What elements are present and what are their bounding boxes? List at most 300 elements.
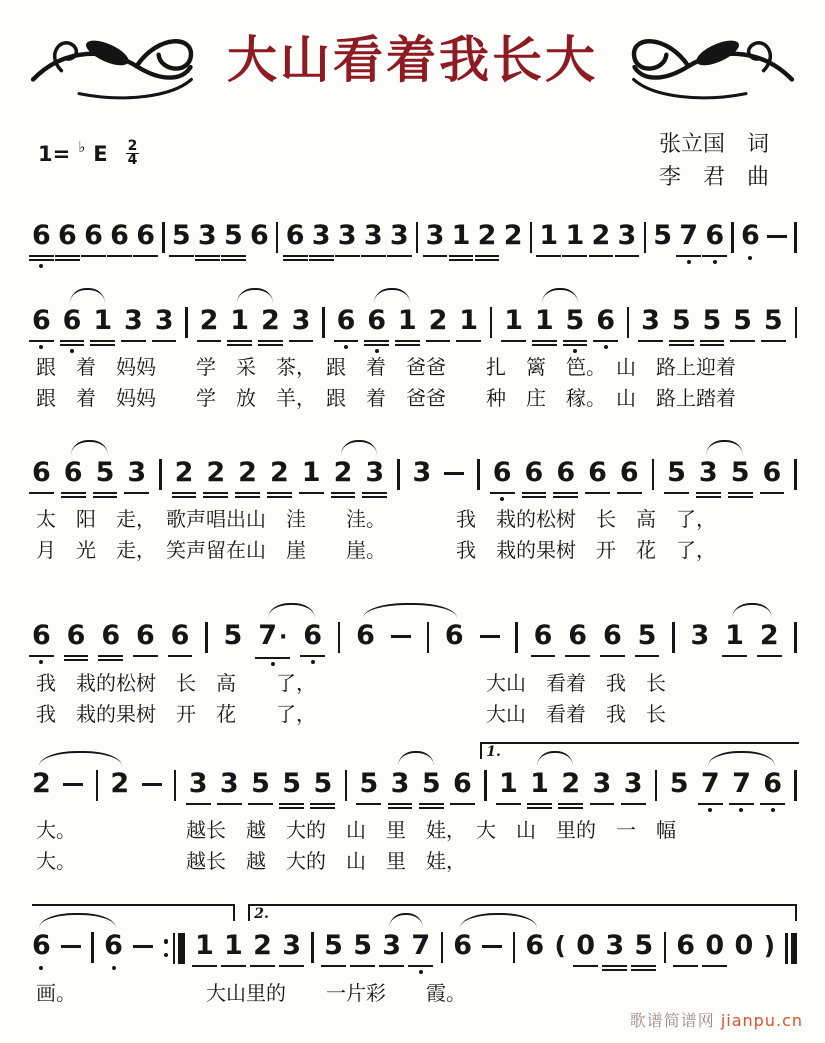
note: 2 [429,305,448,337]
beam-underline [757,655,782,657]
slur-tie [268,603,315,618]
beam-underline [388,803,413,805]
note: 6 [525,930,545,961]
beam-underline [700,344,725,346]
beam-underline [387,255,412,257]
note: 1 [499,768,518,800]
barline [530,222,532,253]
note: 5 [634,930,653,962]
notes-row [28,285,801,352]
beam-underline [696,492,721,494]
note: 6 [67,620,86,652]
barline [672,622,674,653]
beam-underline [289,340,314,342]
close-parenthesis: ) [763,931,775,960]
beam-underline [258,340,283,342]
barline [794,770,796,801]
note: 6 [763,457,782,489]
beam-underline [279,803,304,805]
beam-underline [60,344,85,346]
beam-underline [217,803,242,805]
note: 5 [566,305,585,337]
note: 7 [679,220,698,252]
lyric-line: 画。 大山里的 一片彩 霞。 [36,981,466,1005]
barline [652,459,654,490]
note: 6 [493,457,512,489]
note: 2 [253,930,272,962]
barline [477,459,479,490]
lyric-line: 大。 越长 越 大的 山 里 娃， [36,849,466,873]
low-octave-dot [748,256,752,260]
beam-underline [248,803,273,805]
note: 2 [32,768,51,799]
beam-underline [450,803,475,805]
note: 6 [32,930,51,962]
barline [731,222,733,253]
low-octave-dot [311,660,315,664]
beam-underline [258,344,283,346]
note: 6 [676,930,695,962]
note: 3 [641,305,660,337]
low-octave-dot [500,497,504,501]
music-system-5 [28,744,801,877]
note: 2 [110,768,130,799]
slur-tie [732,603,773,618]
note: 2 [760,620,779,652]
beam-underline [29,259,54,261]
lyric-line: 跟 着 妈妈 学 采 茶， 跟 着 爸爸 扎 篱 笆。 山 路上迎着 [36,355,736,379]
beam-underline [760,492,785,494]
barline [655,770,657,801]
ending-bracket [32,904,235,921]
note: 3 [412,457,432,488]
note: 7 [732,768,751,800]
note: 1 [224,930,243,962]
note: 1 [195,930,214,962]
beam-underline [235,496,260,498]
slur-tie [341,440,378,455]
note: 3 [391,768,410,800]
note: 3 [189,768,208,800]
key-tonic: 1= [38,141,71,166]
low-octave-dot [39,660,43,664]
music-system-3 [28,437,801,566]
beam-underline [98,655,123,657]
lyric-line: 月 光 走， 笑声留在山 崖 崖。 我 栽的果树 开 花 了， [36,538,716,562]
beam-underline [235,492,260,494]
beam-underline [227,340,252,342]
composer-credit: 李 君 曲 [658,165,769,190]
ending-bracket [248,904,797,921]
beam-underline [362,496,387,498]
dash-note [142,783,162,786]
beam-underline [186,803,211,805]
key-letter: E [93,141,108,166]
note: 2 [592,220,611,252]
beam-underline [172,492,197,494]
barline [627,307,629,338]
note: 2 [478,220,497,252]
note: 1 [530,768,549,800]
note: 6 [444,620,464,651]
beam-underline [361,255,386,257]
beam-underline [638,340,663,342]
ending-number: 1. [486,744,501,760]
note: 6 [303,620,322,652]
note: 3 [690,620,710,651]
beam-underline [621,803,646,805]
low-octave-dot [39,345,43,349]
beam-underline [168,655,193,657]
barline [644,222,646,253]
beam-underline [419,803,444,805]
beam-underline [423,255,448,257]
beam-underline [121,340,146,342]
note: 1 [93,305,112,337]
barline [185,307,187,338]
beam-underline [558,803,583,805]
note: 1 [302,457,321,489]
barline [794,222,796,253]
beam-underline [93,492,118,494]
beam-underline [124,492,149,494]
beam-underline [532,340,557,342]
note: 1 [452,220,471,252]
beam-underline [593,340,618,342]
beam-underline [29,340,54,342]
beam-underline [55,259,80,261]
note: 5 [669,768,689,799]
beam-underline [553,492,578,494]
note: 5 [172,220,191,252]
beam-underline [522,492,547,494]
beam-underline [267,492,292,494]
barline [311,932,313,963]
note: 5 [223,620,243,651]
barline [794,459,796,490]
barline [427,622,429,653]
beam-underline [728,496,753,498]
slur-tie [374,288,411,303]
note: 3 [618,220,637,252]
beam-underline [55,255,80,257]
beam-underline [197,340,222,342]
note: 5 [653,220,673,251]
barline [490,307,492,338]
beam-underline [250,965,275,967]
note: 6 [356,620,375,651]
dash-note [391,635,411,638]
beam-underline [300,655,325,657]
dash-note [63,783,83,786]
note: 6 [453,768,472,800]
note: 1 [459,305,478,337]
beam-underline [283,259,308,261]
music-system-4 [28,600,801,730]
beam-underline [90,344,115,346]
key-signature [38,137,139,168]
beam-underline [195,255,220,257]
low-octave-dot [39,264,43,268]
beam-underline [565,655,590,657]
barline [174,770,176,801]
note: 2 [238,457,257,489]
beam-underline [279,965,304,967]
dash-note [133,945,153,948]
note: 6 [556,457,575,489]
slur-tie [363,603,458,618]
slur-tie [706,440,744,455]
flourish-ornament-left [26,14,194,106]
beam-underline [221,259,246,261]
barline [205,622,207,653]
low-octave-dot [39,966,43,970]
beam-underline [334,340,359,342]
beam-underline [585,492,610,494]
note: 5 [703,305,722,337]
dash-note [482,945,502,948]
note: 5 [282,768,301,800]
beam-underline [527,807,552,809]
beam-underline [379,965,404,967]
barline [794,622,796,653]
note: 6 [453,930,473,961]
beam-underline [600,655,625,657]
note: 5 [313,768,332,800]
beam-underline [602,965,627,967]
slur-tie [237,288,274,303]
note: 0 [705,930,724,962]
beam-underline [60,340,85,342]
dotted-note-dot: · [278,625,288,650]
beam-underline [563,344,588,346]
repeat-end-barline [164,932,185,964]
beam-underline [426,340,451,342]
low-octave-dot [112,966,116,970]
barline [397,459,399,490]
beam-underline [664,492,689,494]
beam-underline [563,340,588,342]
dash-note [767,235,787,238]
notes-row [28,200,801,267]
note: 3 [198,220,217,252]
barline [345,770,347,801]
beam-underline [61,496,86,498]
beam-underline [388,807,413,809]
low-octave-dot [344,345,348,349]
note: 5 [672,305,691,337]
beam-underline [267,496,292,498]
beam-underline [203,492,228,494]
beam-underline [631,969,656,971]
music-system-2 [28,285,801,414]
beam-underline [61,492,86,494]
time-numerator: 2 [127,138,138,154]
lyricist-credit: 张立国 词 [658,132,769,157]
note: 6 [84,220,103,252]
beam-underline [364,344,389,346]
beam-underline [172,496,197,498]
barline [96,770,98,801]
beam-underline [133,655,158,657]
beam-underline [203,496,228,498]
low-octave-dot [271,662,275,666]
beam-underline [702,255,727,257]
note: 3 [127,457,146,489]
note: 6 [32,220,51,252]
note: 3 [426,220,445,252]
note: 3 [338,220,357,252]
note: 5 [638,620,657,652]
note: 1 [539,220,558,252]
note: 6 [741,220,760,252]
note: 6 [337,305,356,337]
beam-underline [195,259,220,261]
beam-underline [589,255,614,257]
beam-underline [279,807,304,809]
beam-underline [698,803,723,805]
beam-underline [81,255,106,257]
beam-underline [227,344,252,346]
beam-underline [29,655,54,657]
note: 5 [764,305,783,337]
note: 1 [230,305,249,337]
flat-sign: ♭ [78,137,86,156]
beam-underline [475,255,500,257]
slur-tie [398,751,435,766]
beam-underline [531,655,556,657]
note: 6 [58,220,77,252]
beam-underline [362,492,387,494]
lyric-line: 跟 着 妈妈 学 放 羊， 跟 着 爸爸 种 庄 稼。 山 路上踏着 [36,386,736,410]
beam-underline [729,803,754,805]
barline [159,459,161,490]
watermark-url[interactable]: jianpu.cn [720,1011,803,1030]
beam-underline [309,259,334,261]
note: 6 [367,305,386,337]
beam-underline [673,965,698,967]
note: 2 [561,768,580,800]
note: 2 [175,457,194,489]
beam-underline [331,492,356,494]
note: 6 [620,457,639,489]
note: 5 [353,930,372,962]
ending-number: 2. [254,906,269,922]
beam-underline [635,655,660,657]
barline [162,222,164,253]
slur-tie [39,751,123,766]
beam-underline [702,965,727,967]
note: 3 [605,930,624,962]
barline [441,932,443,963]
beam-underline [456,340,481,342]
beam-underline [527,803,552,805]
time-denominator: 4 [127,152,138,168]
note: 3 [282,930,301,962]
lyric-line: 大。 越长 越 大的 山 里 娃， 大 山 里的 一 幅 [36,818,676,842]
note: 6 [588,457,607,489]
barline [276,222,278,253]
barline [338,622,340,653]
beam-underline [93,496,118,498]
beam-underline [602,969,627,971]
note: 2 [206,457,225,489]
notes-row [28,437,801,504]
note: 1 [535,305,554,337]
beam-underline [350,965,375,967]
note: 5 [251,768,270,800]
note: 1 [398,305,417,337]
low-octave-dot [708,808,712,812]
beam-underline [395,344,420,346]
note: 6 [104,930,123,962]
note: 6 [136,220,155,252]
beam-underline [29,255,54,257]
time-signature [126,140,140,167]
low-octave-dot [713,260,717,264]
note: 3 [220,768,239,800]
beam-underline [730,340,755,342]
note: 6 [250,220,269,251]
beam-underline [558,807,583,809]
beam-underline [408,965,433,967]
beam-underline [669,340,694,342]
beam-underline [761,340,786,342]
note: 3 [292,305,311,337]
dash-note [444,472,464,475]
open-parenthesis: ( [554,931,566,960]
beam-underline [90,340,115,342]
note: 3 [382,930,401,962]
note: 7 [701,768,720,800]
beam-underline [395,340,420,342]
note: 6 [705,220,724,252]
barline [416,222,418,253]
beam-underline [676,255,701,257]
beam-underline [617,492,642,494]
dash-note [61,945,81,948]
note: 2 [503,220,523,251]
beam-underline [221,965,246,967]
note: 6 [32,620,51,652]
lyric-line: 我 栽的果树 开 花 了， 大山 看着 我 长 [36,702,666,726]
note: 6 [32,305,51,337]
low-octave-dot [375,349,379,353]
beam-underline [631,965,656,967]
beam-underline [496,803,521,805]
note: 3 [312,220,331,252]
note: 7 [411,930,430,962]
beam-underline [299,492,324,494]
page-title: 大山看着我长大 [227,30,598,89]
low-octave-dot [419,970,423,974]
beam-underline [64,659,89,661]
barline [795,307,797,338]
beam-underline [283,255,308,257]
note: 5 [731,457,750,489]
note: 0 [734,930,754,961]
note: 6 [596,305,615,337]
beam-underline [133,255,158,257]
beam-underline [192,965,217,967]
lyric-line: 太 阳 走， 歌声唱出山 洼 洼。 我 栽的松树 长 高 了， [36,507,716,531]
note: 6 [136,620,155,652]
beam-underline [696,496,721,498]
beam-underline [221,255,246,257]
beam-underline [449,259,474,261]
note: 0 [576,930,595,962]
note: 6 [63,305,82,337]
